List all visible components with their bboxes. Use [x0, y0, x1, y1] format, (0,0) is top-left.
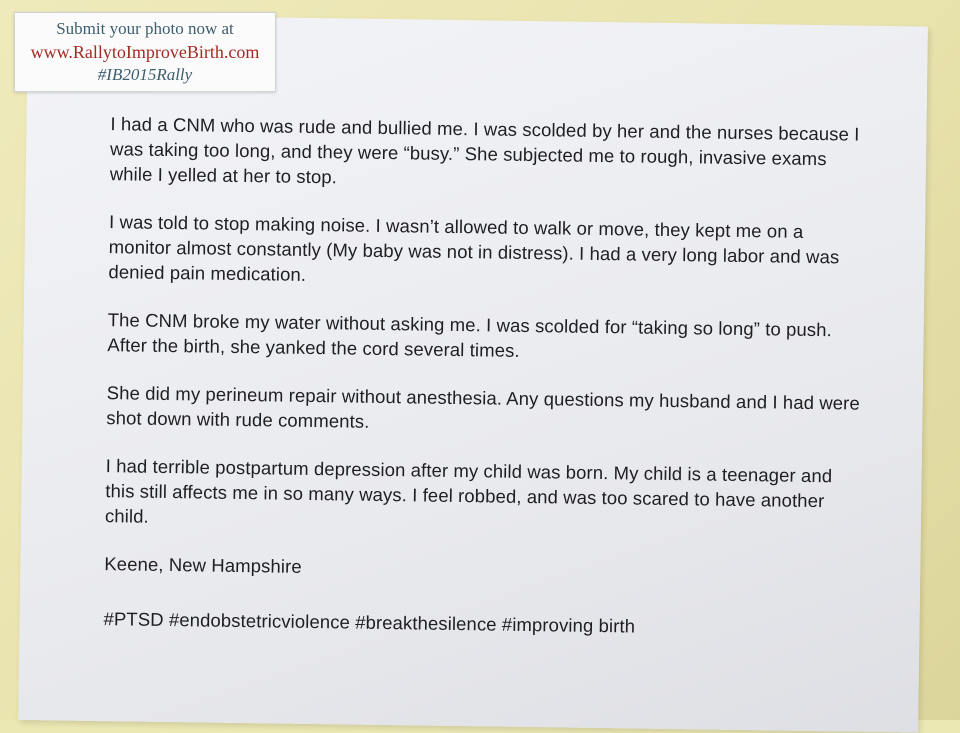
- story-paragraph: She did my perineum repair without anesthesia. Any questions my husband and I had were shot down with rude comments.: [106, 382, 860, 432]
- story-location: Keene, New Hampshire: [104, 553, 302, 577]
- paper-sheet: [18, 14, 928, 732]
- overlay-hashtag: #IB2015Rally: [97, 65, 193, 84]
- story-paragraph: I had a CNM who was rude and bullied me. I was scolded by her and the nurses because I was taking too long, and they were “busy.” She subjected me to rough, invasive exams while I yelled at her to stop.: [109, 113, 860, 188]
- story-paragraph: I was told to stop making noise. I wasn’t allowed to walk or move, they kept me on a monitor almost constantly (My baby was not in distress). I had a very long labor and was denied pain medication.: [108, 211, 840, 285]
- story-hashtags: #PTSD #endobstetricviolence #breakthesilence #improving birth: [103, 608, 636, 637]
- submit-photo-overlay: [14, 12, 276, 92]
- overlay-line-1: Submit your photo now at: [56, 19, 234, 38]
- story-text: [103, 111, 871, 665]
- story-paragraph: The CNM broke my water without asking me. I was scolded for “taking so long” to push. After the birth, she yanked the cord several times.: [107, 309, 832, 361]
- story-paragraph: I had terrible postpartum depression after my child was born. My child is a teenager and this still affects me in so many ways. I feel robbed, and was too scared to have another child.: [104, 455, 833, 527]
- overlay-website: www.RallytoImproveBirth.com: [30, 42, 260, 62]
